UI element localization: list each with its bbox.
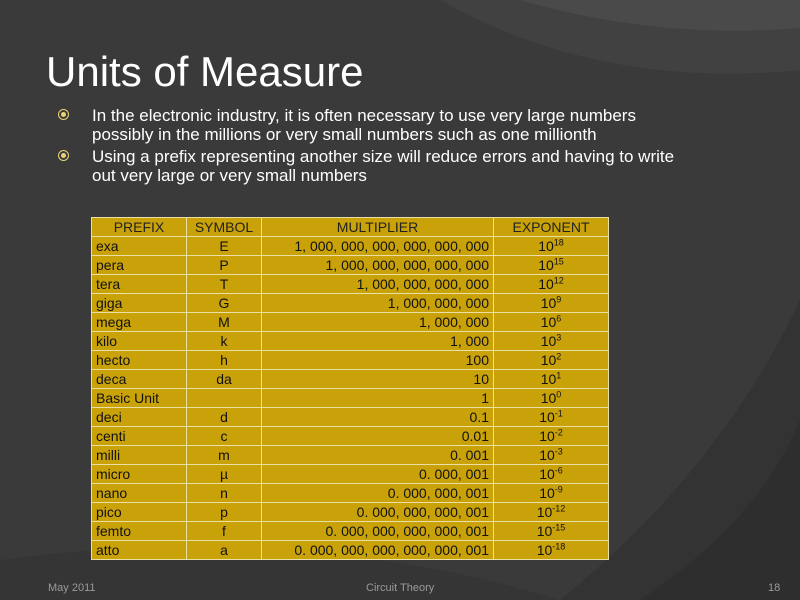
exponent-cell: [494, 446, 609, 465]
multiplier-cell: 0. 000, 000, 000, 000, 001: [262, 522, 494, 541]
exponent-cell: [494, 522, 609, 541]
exponent-cell: [494, 465, 609, 484]
table-row: [92, 522, 609, 541]
exponent-base: 10: [539, 466, 555, 482]
exponent-power: -6: [554, 465, 563, 476]
prefix-cell: pico: [92, 503, 187, 522]
symbol-cell: E: [187, 237, 262, 256]
prefix-cell: deci: [92, 408, 187, 427]
exponent-power: 3: [556, 332, 562, 343]
prefix-cell: deca: [92, 370, 187, 389]
multiplier-cell: 1, 000: [262, 332, 494, 351]
circle-bullet-icon: [58, 109, 69, 120]
multiplier-cell: 10: [262, 370, 494, 389]
bullet-item: [58, 147, 698, 185]
exponent-power: -15: [552, 522, 566, 533]
exponent-base: 10: [540, 333, 557, 349]
multiplier-cell: 1, 000, 000: [262, 313, 494, 332]
table-row: [92, 256, 609, 275]
multiplier-cell: 0. 000, 000, 001: [262, 484, 494, 503]
exponent-power: 12: [553, 275, 564, 286]
header-symbol: SYMBOL: [187, 218, 262, 237]
exponent-base: 10: [540, 352, 557, 368]
units-table: [91, 217, 609, 560]
exponent-power: -12: [552, 503, 566, 514]
exponent-cell: [494, 408, 609, 427]
header-exponent: EXPONENT: [494, 218, 609, 237]
symbol-cell: G: [187, 294, 262, 313]
prefix-cell: pera: [92, 256, 187, 275]
symbol-cell: T: [187, 275, 262, 294]
table-row: [92, 275, 609, 294]
exponent-power: 9: [556, 294, 562, 305]
exponent-base: 10: [536, 523, 553, 539]
exponent-cell: [494, 503, 609, 522]
multiplier-cell: 0.1: [262, 408, 494, 427]
exponent-base: 10: [539, 447, 555, 463]
exponent-power: 1: [556, 370, 562, 381]
exponent-base: 10: [540, 390, 557, 406]
prefix-cell: kilo: [92, 332, 187, 351]
symbol-cell: [187, 389, 262, 408]
exponent-base: 10: [536, 542, 553, 558]
multiplier-cell: 1, 000, 000, 000, 000, 000, 000: [262, 237, 494, 256]
slide-title: Units of Measure: [46, 48, 364, 95]
exponent-cell: [494, 275, 609, 294]
table-row: [92, 465, 609, 484]
header-multiplier: MULTIPLIER: [262, 218, 494, 237]
exponent-cell: [494, 351, 609, 370]
exponent-cell: [494, 370, 609, 389]
exponent-power: -18: [552, 541, 566, 552]
table-row: [92, 351, 609, 370]
symbol-cell: k: [187, 332, 262, 351]
symbol-cell: p: [187, 503, 262, 522]
prefix-cell: femto: [92, 522, 187, 541]
prefix-cell: exa: [92, 237, 187, 256]
exponent-base: 10: [539, 428, 555, 444]
prefix-cell: atto: [92, 541, 187, 560]
exponent-base: 10: [540, 314, 557, 330]
exponent-cell: [494, 332, 609, 351]
circle-bullet-icon: [58, 150, 69, 161]
symbol-cell: n: [187, 484, 262, 503]
exponent-cell: [494, 237, 609, 256]
symbol-cell: da: [187, 370, 262, 389]
prefix-cell: giga: [92, 294, 187, 313]
exponent-base: 10: [538, 238, 554, 254]
table-row: [92, 332, 609, 351]
symbol-cell: h: [187, 351, 262, 370]
table-row: [92, 370, 609, 389]
prefix-cell: mega: [92, 313, 187, 332]
multiplier-cell: 0. 001: [262, 446, 494, 465]
prefix-cell: milli: [92, 446, 187, 465]
footer-date: May 2011: [48, 582, 96, 594]
table-row: [92, 446, 609, 465]
table-row: [92, 484, 609, 503]
symbol-cell: M: [187, 313, 262, 332]
table-row: [92, 294, 609, 313]
symbol-cell: m: [187, 446, 262, 465]
multiplier-cell: 100: [262, 351, 494, 370]
symbol-cell: µ: [187, 465, 262, 484]
exponent-base: 10: [538, 276, 554, 292]
exponent-cell: [494, 389, 609, 408]
bullet-item: [58, 106, 698, 144]
table-row: [92, 427, 609, 446]
table-row: [92, 503, 609, 522]
prefix-cell: centi: [92, 427, 187, 446]
bullet-text: In the electronic industry, it is often necessary to use very large numbers possibly in the millions or very small numbers such as one millionth: [92, 106, 636, 144]
symbol-cell: d: [187, 408, 262, 427]
symbol-cell: a: [187, 541, 262, 560]
exponent-cell: [494, 294, 609, 313]
multiplier-cell: 1, 000, 000, 000, 000, 000: [262, 256, 494, 275]
exponent-base: 10: [536, 504, 553, 520]
table-row: [92, 313, 609, 332]
table-row: [92, 408, 609, 427]
bullet-list: [58, 106, 698, 188]
exponent-power: 15: [553, 256, 564, 267]
prefix-cell: nano: [92, 484, 187, 503]
exponent-cell: [494, 484, 609, 503]
multiplier-cell: 1, 000, 000, 000: [262, 294, 494, 313]
header-prefix: PREFIX: [92, 218, 187, 237]
footer-course: Circuit Theory: [366, 582, 435, 594]
exponent-cell: [494, 256, 609, 275]
multiplier-cell: 0. 000, 000, 000, 000, 000, 001: [262, 541, 494, 560]
table-row: [92, 389, 609, 408]
exponent-power: -3: [554, 446, 563, 457]
exponent-base: 10: [540, 295, 557, 311]
footer-page-number: 18: [768, 582, 781, 594]
multiplier-cell: 1, 000, 000, 000, 000: [262, 275, 494, 294]
exponent-power: 2: [556, 351, 562, 362]
prefix-cell: Basic Unit: [92, 389, 187, 408]
exponent-base: 10: [538, 257, 554, 273]
exponent-power: -1: [554, 408, 563, 419]
table-row: [92, 237, 609, 256]
exponent-base: 10: [539, 409, 555, 425]
exponent-power: -2: [554, 427, 563, 438]
exponent-cell: [494, 427, 609, 446]
exponent-power: -9: [554, 484, 563, 495]
table-row: [92, 541, 609, 560]
bullet-text: Using a prefix representing another size will reduce errors and having to write out very large or very small numbers: [92, 147, 675, 185]
exponent-base: 10: [539, 485, 555, 501]
symbol-cell: c: [187, 427, 262, 446]
table-header-row: [92, 218, 609, 237]
multiplier-cell: 0. 000, 001: [262, 465, 494, 484]
symbol-cell: P: [187, 256, 262, 275]
exponent-base: 10: [540, 371, 557, 387]
multiplier-cell: 0. 000, 000, 000, 001: [262, 503, 494, 522]
prefix-cell: hecto: [92, 351, 187, 370]
exponent-power: 6: [556, 313, 562, 324]
exponent-cell: [494, 541, 609, 560]
prefix-cell: micro: [92, 465, 187, 484]
symbol-cell: f: [187, 522, 262, 541]
multiplier-cell: 0.01: [262, 427, 494, 446]
exponent-cell: [494, 313, 609, 332]
multiplier-cell: 1: [262, 389, 494, 408]
exponent-power: 0: [556, 389, 562, 400]
exponent-power: 18: [553, 237, 564, 248]
prefix-cell: tera: [92, 275, 187, 294]
